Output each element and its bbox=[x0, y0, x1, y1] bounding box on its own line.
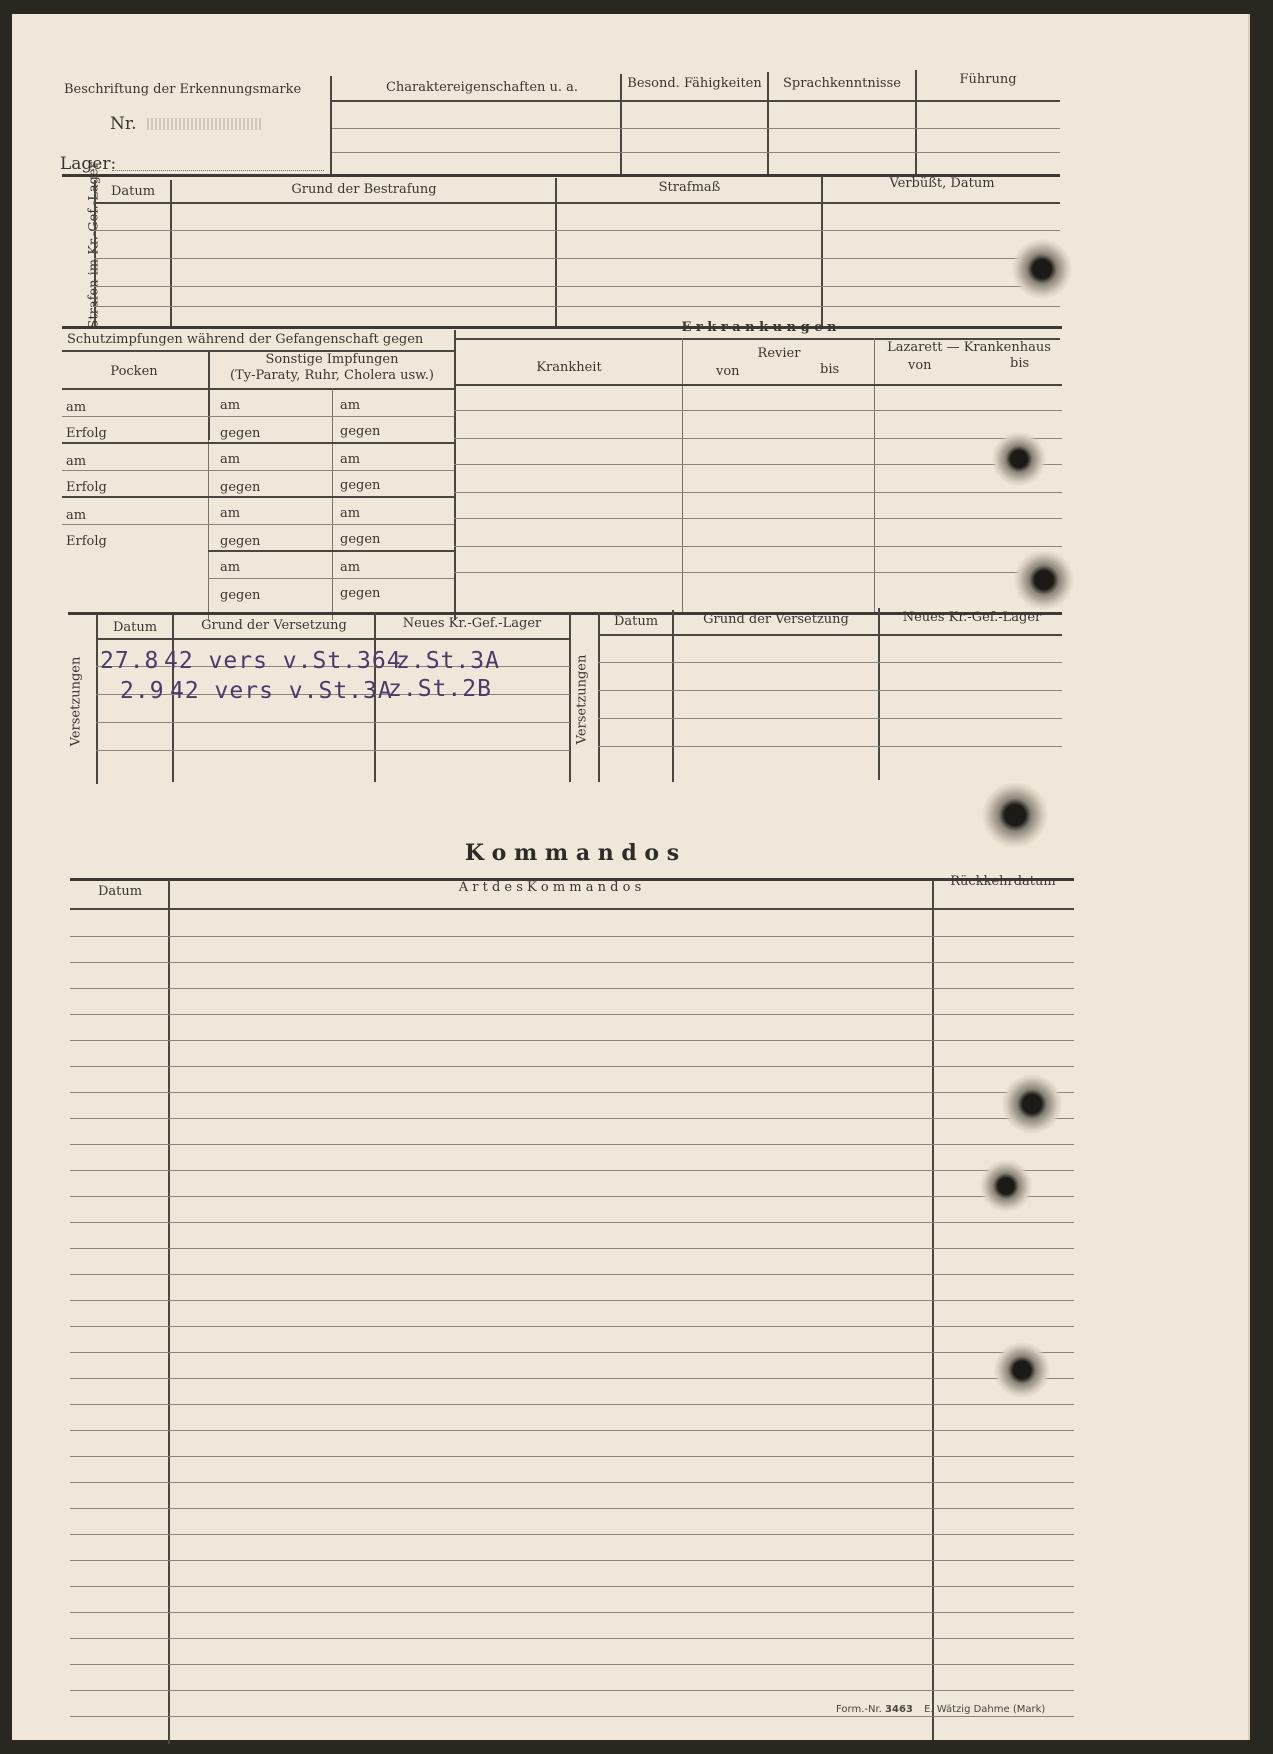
rule bbox=[70, 908, 1074, 910]
vers-entry-grund: 42 vers v.St.364 bbox=[164, 648, 402, 674]
rule bbox=[598, 690, 1062, 691]
rule bbox=[62, 524, 454, 525]
rule bbox=[454, 464, 1062, 465]
rule bbox=[454, 410, 1062, 411]
versetzungen-side-label: Versetzungen bbox=[574, 654, 590, 745]
sonstige-gegen-label: gegen bbox=[340, 478, 381, 493]
rule bbox=[62, 442, 454, 444]
rule bbox=[62, 416, 454, 417]
rule bbox=[332, 128, 1060, 129]
sonstige-subheader: (Ty-Paraty, Ruhr, Cholera usw.) bbox=[230, 368, 434, 383]
nr-field[interactable] bbox=[147, 118, 262, 130]
kommandos-row-rule bbox=[70, 1482, 1074, 1483]
sonstige-am-label: am bbox=[340, 452, 361, 467]
sonstige-am-label: am bbox=[340, 506, 361, 521]
pocken-am-label: am bbox=[66, 508, 87, 523]
sonstige-am-label: am bbox=[220, 506, 241, 521]
rule bbox=[94, 202, 1060, 204]
kommandos-row-rule bbox=[70, 1586, 1074, 1587]
kommandos-row-rule bbox=[70, 1690, 1074, 1691]
punch-hole bbox=[1014, 550, 1074, 610]
sonstige-am-label: am bbox=[220, 398, 241, 413]
vers-lager-header: Neues Kr.-Gef.-Lager bbox=[902, 610, 1042, 625]
rule bbox=[454, 518, 1062, 519]
kommandos-row-rule bbox=[70, 1352, 1074, 1353]
pocken-header: Pocken bbox=[110, 364, 158, 379]
pocken-erfolg-label: Erfolg bbox=[66, 534, 107, 549]
vers-entry-grund: 42 vers v.St.3A bbox=[170, 678, 393, 704]
kommandos-row-rule bbox=[70, 1456, 1074, 1457]
printer-name: E. Wätzig Dahme (Mark) bbox=[924, 1704, 1046, 1715]
nr-label: Nr. bbox=[110, 114, 137, 134]
kommandos-art-header: A r t d e s K o m m a n d o s bbox=[458, 880, 642, 895]
kommandos-row-rule bbox=[70, 1066, 1074, 1067]
versetzungen-side-label: Versetzungen bbox=[68, 656, 84, 747]
rule bbox=[454, 572, 1062, 573]
punch-hole bbox=[980, 1160, 1032, 1212]
erkennungsmarke-label: Beschriftung der Erkennungsmarke bbox=[64, 82, 302, 97]
divider bbox=[332, 388, 333, 620]
vers-lager-header: Neues Kr.-Gef.-Lager bbox=[402, 616, 542, 631]
kommandos-row-rule bbox=[70, 1274, 1074, 1275]
sonstige-gegen-label: gegen bbox=[220, 588, 261, 603]
rule bbox=[598, 634, 1062, 636]
kommandos-datum-header: Datum bbox=[97, 884, 143, 899]
rule bbox=[598, 718, 1062, 719]
kommandos-row-rule bbox=[70, 1560, 1074, 1561]
punch-hole bbox=[1002, 1074, 1062, 1134]
rule bbox=[332, 100, 1060, 102]
kommandos-row-rule bbox=[70, 1508, 1074, 1509]
rueckkehrdatum-header: Rückkehrdatum bbox=[950, 874, 1056, 889]
kommandos-row-rule bbox=[70, 1040, 1074, 1041]
lager-label: Lager: bbox=[60, 154, 117, 174]
pocken-erfolg-label: Erfolg bbox=[66, 480, 107, 495]
charakter-header: Charaktereigenschaften u. a. bbox=[385, 80, 579, 95]
rule bbox=[96, 722, 570, 723]
erkrankungen-title: E r k r a n k u n g e n bbox=[681, 320, 837, 335]
kommandos-row-rule bbox=[70, 1118, 1074, 1119]
strafen-grund-header: Grund der Bestrafung bbox=[291, 182, 437, 197]
punch-hole bbox=[1012, 239, 1072, 299]
punch-hole bbox=[992, 432, 1046, 486]
kommandos-row-rule bbox=[70, 962, 1074, 963]
kommandos-row-rule bbox=[70, 1170, 1074, 1171]
sonstige-gegen-label: gegen bbox=[340, 586, 381, 601]
faehigkeiten-header: Besond. Fähigkeiten bbox=[627, 76, 762, 91]
sonstige-gegen-label: gegen bbox=[220, 426, 261, 441]
kommandos-row-rule bbox=[70, 1716, 1074, 1717]
lazarett-header: Lazarett — Krankenhaus bbox=[887, 340, 1051, 355]
form-nr: 3463 bbox=[885, 1704, 913, 1715]
kommandos-row-rule bbox=[70, 1378, 1074, 1379]
strafen-datum-header: Datum bbox=[110, 184, 156, 199]
kommandos-row-rule bbox=[70, 988, 1074, 989]
kommandos-row-rule bbox=[70, 1404, 1074, 1405]
rule bbox=[332, 152, 1060, 153]
vers-grund-header: Grund der Versetzung bbox=[201, 618, 347, 633]
kommandos-row-rule bbox=[70, 1612, 1074, 1613]
divider bbox=[555, 178, 557, 326]
rule bbox=[62, 496, 454, 498]
pocken-am-label: am bbox=[66, 400, 87, 415]
divider bbox=[821, 176, 823, 326]
rule bbox=[454, 492, 1062, 493]
sonstige-header: Sonstige Impfungen bbox=[265, 352, 399, 367]
sonstige-gegen-label: gegen bbox=[220, 534, 261, 549]
vers-entry-lager: z.St.3A bbox=[396, 648, 500, 674]
form-sheet bbox=[12, 14, 1250, 1740]
kommandos-row-rule bbox=[70, 936, 1074, 937]
lazarett-bis-label: bis bbox=[1010, 356, 1030, 371]
pocken-erfolg-label: Erfolg bbox=[66, 426, 107, 441]
kommandos-row-rule bbox=[70, 1092, 1074, 1093]
rule bbox=[454, 438, 1062, 439]
sonstige-gegen-label: gegen bbox=[340, 532, 381, 547]
rule bbox=[62, 470, 454, 471]
kommandos-row-rule bbox=[70, 1664, 1074, 1665]
sonstige-gegen-label: gegen bbox=[220, 480, 261, 495]
rule bbox=[62, 388, 454, 390]
sonstige-gegen-label: gegen bbox=[340, 424, 381, 439]
rule bbox=[598, 662, 1062, 663]
vers-entry-datum: 2.9 bbox=[120, 678, 165, 704]
divider bbox=[208, 440, 209, 620]
vers-datum-header: Datum bbox=[613, 614, 659, 629]
revier-von-label: von bbox=[716, 364, 740, 379]
verbuesst-header: Verbüßt, Datum bbox=[889, 176, 995, 191]
impfungen-title: Schutzimpfungen während der Gefangenschaft gegen bbox=[67, 332, 424, 347]
sonstige-am-label: am bbox=[340, 560, 361, 575]
kommandos-title: K o m m a n d o s bbox=[464, 840, 680, 866]
strafen-side-label: Strafen im Kr.-Gef.-Lager bbox=[86, 162, 102, 329]
divider bbox=[932, 880, 934, 1740]
rule bbox=[208, 550, 454, 552]
rule bbox=[94, 230, 1060, 231]
strafmass-header: Strafmaß bbox=[658, 180, 721, 195]
kommandos-row-rule bbox=[70, 1144, 1074, 1145]
vers-entry-datum: 27.8 bbox=[100, 648, 160, 674]
sonstige-am-label: am bbox=[340, 398, 361, 413]
kommandos-row-rule bbox=[70, 1430, 1074, 1431]
revier-header: Revier bbox=[757, 346, 801, 361]
krankheit-header: Krankheit bbox=[536, 360, 602, 375]
rule bbox=[96, 638, 570, 640]
sprachkenntnisse-header: Sprachkenntnisse bbox=[783, 76, 901, 91]
punch-hole bbox=[994, 1342, 1050, 1398]
sonstige-am-label: am bbox=[220, 560, 241, 575]
lager-field[interactable] bbox=[112, 170, 324, 171]
divider bbox=[168, 880, 170, 1744]
rule bbox=[454, 546, 1062, 547]
fuehrung-header: Führung bbox=[959, 72, 1017, 87]
form-prefix: Form.-Nr. bbox=[836, 1704, 882, 1715]
rule bbox=[94, 306, 1060, 307]
kommandos-row-rule bbox=[70, 1300, 1074, 1301]
vers-grund-header: Grund der Versetzung bbox=[703, 612, 849, 627]
pocken-am-label: am bbox=[66, 454, 87, 469]
kommandos-row-rule bbox=[70, 1248, 1074, 1249]
rule bbox=[454, 384, 1062, 386]
divider bbox=[598, 612, 600, 782]
rule bbox=[208, 578, 454, 579]
kommandos-row-rule bbox=[70, 1534, 1074, 1535]
kommandos-row-rule bbox=[70, 1222, 1074, 1223]
kommandos-row-rule bbox=[70, 1014, 1074, 1015]
revier-bis-label: bis bbox=[820, 362, 840, 377]
form-number bbox=[836, 1704, 1045, 1715]
kommandos-row-rule bbox=[70, 1326, 1074, 1327]
kommandos-row-rule bbox=[70, 1638, 1074, 1639]
rule bbox=[598, 746, 1062, 747]
kommandos-row-rule bbox=[70, 1196, 1074, 1197]
rule bbox=[96, 750, 570, 751]
punch-hole bbox=[982, 782, 1048, 848]
sonstige-am-label: am bbox=[220, 452, 241, 467]
vers-entry-lager: z.St.2B bbox=[388, 676, 492, 702]
rule bbox=[94, 286, 1060, 287]
vers-datum-header: Datum bbox=[112, 620, 158, 635]
rule bbox=[94, 258, 1060, 259]
lazarett-von-label: von bbox=[908, 358, 932, 373]
